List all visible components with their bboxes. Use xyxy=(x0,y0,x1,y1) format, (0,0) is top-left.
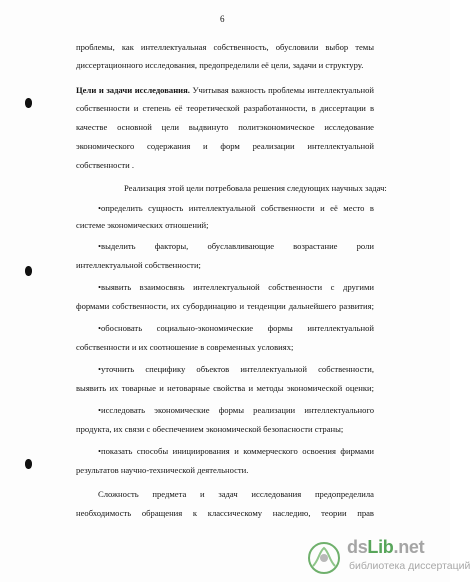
text-line: качестве основной цели выдвинуто политэкономическое исследование xyxy=(76,122,374,132)
task-item: •обосновать социально-экономические формы интеллектуальной xyxy=(98,323,374,333)
binder-hole-mark xyxy=(25,459,32,469)
text-line: собственности . xyxy=(76,160,135,170)
binder-hole-mark xyxy=(25,98,32,108)
logo-part: Lib xyxy=(367,537,394,557)
text-line: диссертационного исследования, предопределили её цели, задачи и структуру. xyxy=(76,60,364,70)
text-line: системе экономических отношений; xyxy=(76,220,209,230)
task-item: •выделить факторы, обуславливающие возрастание роли xyxy=(98,241,374,251)
task-item: •выявить взаимосвязь интеллектуальной собственности с другими xyxy=(98,282,374,292)
text-line: Реализация этой цели потребовала решения следующих научных задач: xyxy=(124,183,387,193)
text-line: интеллектуальной собственности; xyxy=(76,260,201,270)
text-line: Сложность предмета и задач исследования предопределила xyxy=(98,489,374,499)
text-line: собственности и степень её теоретической разработанности, в диссертации в xyxy=(76,103,374,113)
text-line: выявить их товарные и нетоварные свойства и методы экономической оценки; xyxy=(76,383,374,393)
task-item: •определить сущность интеллектуальной собственности и её место в xyxy=(98,203,374,213)
text-line: результатов научно-технической деятельности. xyxy=(76,465,249,475)
logo-part: ds xyxy=(347,537,368,557)
text-fragment: Учитывая важность проблемы интеллектуальной xyxy=(189,85,374,95)
text-line: проблемы, как интеллектуальная собственность, обусловили выбор темы xyxy=(76,42,374,52)
section-heading: Цели и задачи исследования. xyxy=(76,85,190,95)
text-line: собственности и их соотношение в современных условиях; xyxy=(76,342,294,352)
binder-hole-mark xyxy=(25,266,32,276)
task-item: •уточнить специфику объектов интеллектуальной собственности, xyxy=(98,364,374,374)
dslib-logo-icon xyxy=(305,540,343,576)
dslib-logo-text xyxy=(347,537,424,558)
page-number: 6 xyxy=(220,14,225,24)
task-item: •показать способы инициирования и коммерческого освоения фирмами xyxy=(98,446,374,456)
logo-part: .net xyxy=(393,537,425,557)
text-line xyxy=(76,85,374,96)
dslib-watermark xyxy=(303,537,470,582)
task-item: •исследовать экономические формы реализации интеллектуального xyxy=(98,405,374,415)
text-line: продукта, их связи с обеспечением экономической безопасности страны; xyxy=(76,424,344,434)
text-line: экономического содержания и форм реализации интеллектуальной xyxy=(76,141,374,151)
watermark-subtitle: библиотека диссертаций xyxy=(349,560,470,572)
text-line: формами собственности, их субординацию и тенденции дальнейшего развития; xyxy=(76,301,374,311)
text-line: необходимость обращения к классическому наследию, теории прав xyxy=(76,508,374,518)
